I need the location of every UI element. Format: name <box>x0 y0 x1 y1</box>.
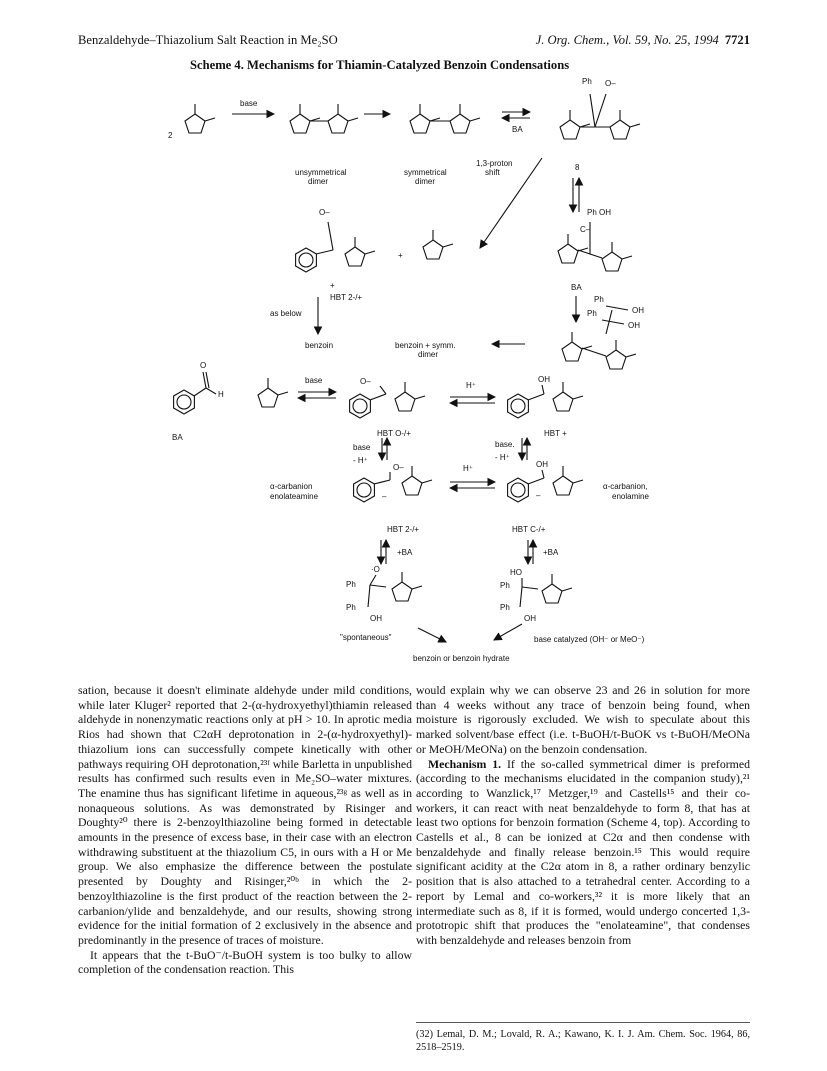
enolate-structure <box>296 222 375 272</box>
symmetrical-dimer-structure <box>410 104 480 133</box>
label-base-2: base <box>305 376 323 385</box>
carbanion-minus-left: – <box>382 492 387 501</box>
label-ph-r2: Ph <box>587 309 597 318</box>
carbanion-minus-right: – <box>536 491 541 500</box>
footnote-32: (32) Lemal, D. M.; Lovald, R. A.; Kawano, K. I. J. Am. Chem. Soc. 1964, 86, 2518–2519. <box>416 1022 750 1054</box>
label-hplus-1: H⁺ <box>466 381 476 390</box>
label-oh-r2: OH <box>628 321 640 330</box>
unsym-label-1: unsymmetrical <box>295 168 347 177</box>
label-benzoin-symm-1: benzoin + symm. <box>395 341 456 350</box>
label-base-4: base. <box>495 440 515 449</box>
label-ph-b1: Ph <box>346 580 356 589</box>
scheme-figure <box>150 72 710 670</box>
plus-sign-2: + <box>330 281 335 290</box>
label-plusba-2: +BA <box>543 548 559 557</box>
scheme-title: Scheme 4. Mechanisms for Thiamin-Catalyzed Benzoin Condensations <box>190 58 570 72</box>
label-ph-b4: Ph <box>500 603 510 612</box>
sym-label-1: symmetrical <box>404 168 447 177</box>
page-number: 7721 <box>724 33 750 47</box>
hbtplus-structure <box>508 382 583 418</box>
left-paragraph-2: It appears that the t-BuO⁻/t-BuOH system is too bulky to allow completion of the condensation reaction. This <box>78 947 412 977</box>
arrow-base-catalyzed <box>494 624 522 640</box>
label-spontaneous: "spontaneous" <box>340 633 392 642</box>
label-ho-b: HO <box>510 568 522 577</box>
label-hbt2-2: HBT 2-/+ <box>387 525 420 534</box>
label-proton-shift-2: shift <box>485 168 500 177</box>
running-title: Benzaldehyde–Thiazolium Salt Reaction in Me₂SO <box>78 33 338 47</box>
label-oh-hbtplus: OH <box>538 375 550 384</box>
label-8: 8 <box>575 163 580 172</box>
label-benzoin-symm-2: dimer <box>418 350 439 359</box>
label-benzoin-hydrate: benzoin or benzoin hydrate <box>413 654 510 663</box>
benzaldehyde-structure <box>174 372 216 414</box>
label-ba-left: BA <box>172 433 183 442</box>
label-ph-b2: Ph <box>346 603 356 612</box>
mechanism-1-heading: Mechanism 1. <box>428 756 502 771</box>
unsymmetrical-dimer-structure <box>290 104 358 133</box>
unsym-label-2: dimer <box>308 177 329 186</box>
label-hminus-3: - H⁺ <box>353 456 368 465</box>
label-benzoin: benzoin <box>305 341 334 350</box>
label-o-top: O– <box>605 79 616 88</box>
label-hbtplus: HBT + <box>544 429 567 438</box>
label-carb-r1: α-carbanion, <box>603 482 648 491</box>
label-hbtc: HBT C-/+ <box>512 525 546 534</box>
arrow-spontaneous <box>418 628 446 642</box>
label-ph-b3: Ph <box>500 581 510 590</box>
label-o-dot: ·O <box>371 565 380 574</box>
label-carb-r2: enolamine <box>612 492 649 501</box>
cyclic-intermediate-right <box>520 574 572 607</box>
label-phoh: Ph OH <box>587 208 612 217</box>
label-proton-shift-1: 1,3-proton <box>476 159 513 168</box>
benzoin-adduct-structure <box>562 306 636 369</box>
label-hminus-4: - H⁺ <box>495 453 510 462</box>
journal-citation: J. Org. Chem., Vol. 59, No. 25, 1994 7721 <box>535 33 750 47</box>
label-as-below: as below <box>270 309 302 318</box>
thiazolium-row4 <box>258 378 288 407</box>
left-column <box>78 683 412 977</box>
label-hbt2-1: HBT 2-/+ <box>330 293 363 302</box>
label-oh-r1: OH <box>632 306 644 315</box>
sym-label-2: dimer <box>415 177 436 186</box>
mechanism-1-paragraph <box>416 757 750 948</box>
thiazolium-monomer <box>185 104 215 133</box>
right-paragraph-1: would explain why we can observe 23 and 26 in solution for more than 4 weeks without any trace of benzoin being found, when moisture is rigorously excluded. We wish to speculate about this marked solvent/base effect (i.e. t-BuOH/t-BuOK vs t-BuOH/MeONa or MeOH/MeONa) on the benzoin condensation. <box>416 683 750 756</box>
thiazolium-plus <box>423 230 453 259</box>
label-carb-l2: enolateamine <box>270 492 319 501</box>
running-header <box>78 33 750 49</box>
label-oh-b2: OH <box>524 614 536 623</box>
label-aldehyde-o: O <box>200 361 207 370</box>
label-base-catalyzed: base catalyzed (OH⁻ or MeO⁻) <box>534 635 645 644</box>
label-ph-r1: Ph <box>594 295 604 304</box>
hbt0-structure <box>350 382 425 418</box>
label-base-3: base <box>353 443 371 452</box>
right-column <box>416 683 750 948</box>
label-o-minus-hbt0: O– <box>360 377 371 386</box>
plus-sign-1: + <box>398 251 403 260</box>
mechanism-1-text: If the so-called symmetrical dimer is preformed (according to the mechanisms elucidated in the companion study),²¹ according to Wanzlick,¹⁷ Metzger,¹⁹ and Castells¹⁵ and their co-workers, it can react with neat benzaldehyde to form 8, that has at least two options for benzoin formation (Scheme 4, top). According to Castells et al., 8 can be ionized at C2α and then condense with benzaldehyde and finally release benzoin.¹⁵ This would require significant acidity at the C2α atom in 8, a rather ordinary benzylic position that is also attached to a tetrahedral center. According to a report by Lemal and co-workers,³² it is more likely that an intermediate such as 8, if it is formed, would undergo concerted 1,3-prototropic shift that produces the "enolateamine", that condenses with benzaldehyde and releases benzoin from <box>416 756 750 947</box>
label-ba-right: BA <box>571 283 582 292</box>
label-o-minus-carb: O– <box>393 463 404 472</box>
label-plusba-1: +BA <box>397 548 413 557</box>
label-oh-enolamine: OH <box>536 460 548 469</box>
reaction-scheme <box>150 72 710 670</box>
label-carb-l1: α-carbanion <box>270 482 313 491</box>
label-hplus-2: H⁺ <box>463 464 473 473</box>
label-base-1: base <box>240 99 258 108</box>
enolamine-structure <box>508 466 583 502</box>
label-hbt0: HBT O-/+ <box>377 429 411 438</box>
adduct-8-structure <box>560 94 640 139</box>
left-paragraph-1: sation, because it doesn't eliminate aldehyde under mild conditions, while later Kluger² reported that 2-(α-hydroxyethyl)thiamin released aldehyde in nonenzymatic reactions only at pH > 10. In aprotic media Rios had shown that C2αH deprotonation in 2-(α-hydroxyethyl)-thiazolium ions can successfully compete kinetically with other pathways requiring OH deprotonation,²³ᶠ while Barletta in unpublished results has confirmed such results even in Me₂SO–water mixtures. The enamine thus has significant lifetime in aqueous,²³ᵍ as well as in nonaqueous solutions. As was demonstrated by Risinger and Doughty²⁰ there is 2-benzoylthiazoline being formed in detectable amounts in the presence of excess base, in their case with an electron withdrawing substituent at the thiazolium C5, in ours with a H or Me group. We also emphasize the difference between the postulate presented by Doughty and Risinger,²⁰ᵇ in which the 2-benzoylthiazoline is the first product of the reaction between the 2-carbanion/ylide and benzaldehyde, and our results, showing strong evidence for the initial formation of 2 exclusively in the absence and predominantly in the presence of traces of moisture. <box>78 683 412 947</box>
label-ph-top: Ph <box>582 77 592 86</box>
label-ba-arrow: BA <box>512 125 523 134</box>
label-aldehyde-h: H <box>218 390 224 399</box>
cyclic-intermediate-left <box>368 572 422 607</box>
label-c-minus: C– <box>580 225 591 234</box>
coefficient-2: 2 <box>168 131 173 140</box>
ylide-adduct-structure <box>558 222 632 271</box>
label-o-minus-mid: O– <box>319 208 330 217</box>
label-oh-b1: OH <box>370 614 382 623</box>
